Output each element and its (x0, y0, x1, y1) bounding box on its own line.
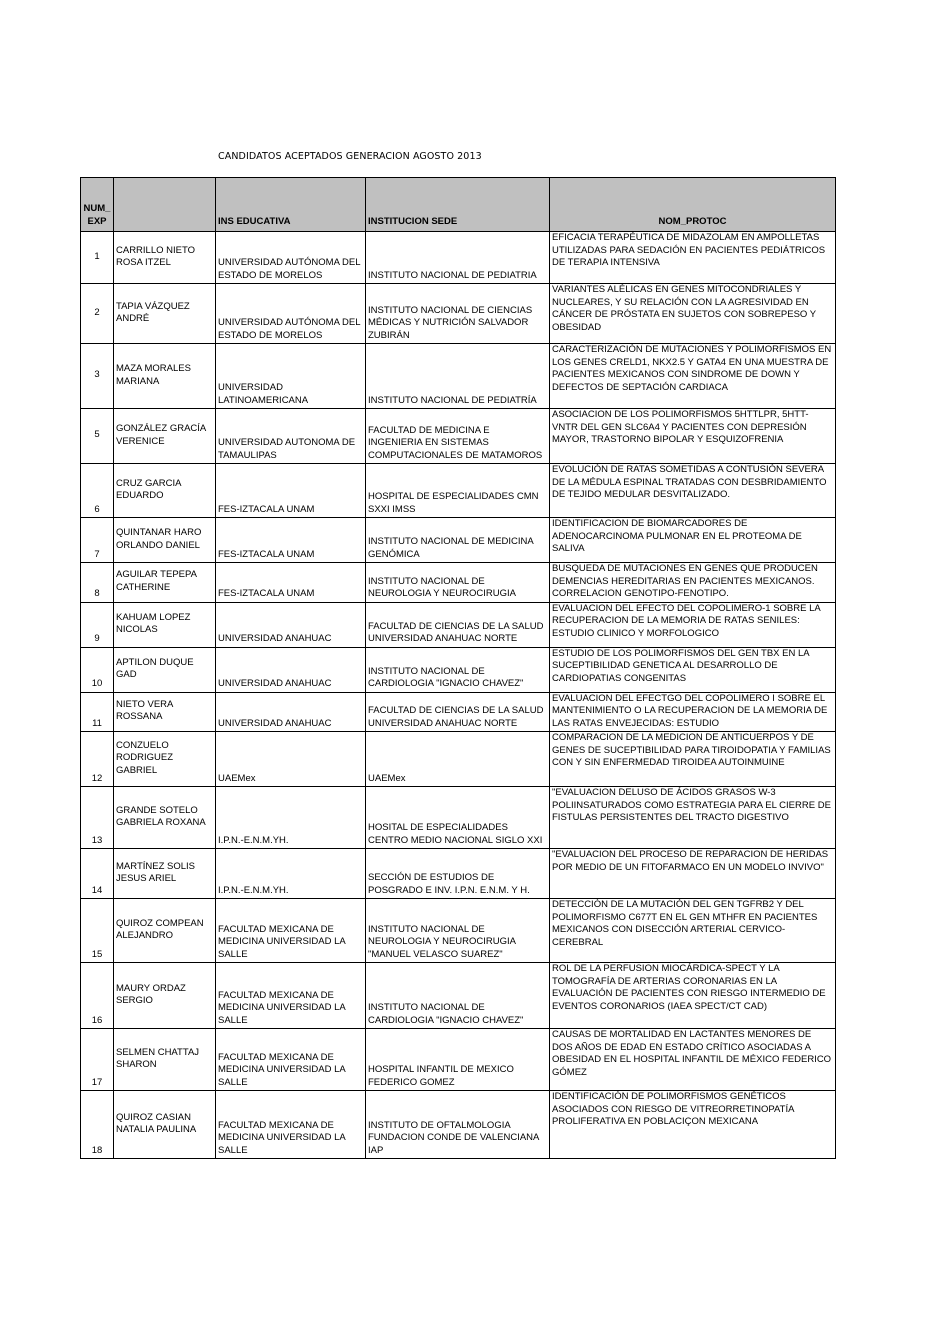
cell-ins-educativa: UNIVERSIDAD ANAHUAC (216, 602, 366, 647)
cell-num-exp: 12 (81, 732, 114, 787)
cell-nom-protoc: BUSQUEDA DE MUTACIONES EN GENES QUE PRODUCEN DEMENCIAS HEREDITARIAS EN PACIENTES MEXICANOS. CORRELACION GENOTIPO-FENOTIPO. (550, 563, 836, 603)
cell-institucion-sede: SECCIÓN DE ESTUDIOS DE POSGRADO E INV. I.P.N. E.N.M. Y H. (366, 849, 550, 899)
table-row (81, 899, 836, 963)
table-row (81, 284, 836, 344)
header-name (114, 178, 216, 232)
cell-ins-educativa: FACULTAD MEXICANA DE MEDICINA UNIVERSIDAD LA SALLE (216, 963, 366, 1029)
cell-institucion-sede: FACULTAD DE CIENCIAS DE LA SALUD UNIVERSIDAD ANAHUAC NORTE (366, 692, 550, 732)
cell-institucion-sede: INSTITUTO NACIONAL DE MEDICINA GENÓMICA (366, 518, 550, 563)
header-ins-educativa: INS EDUCATIVA (216, 178, 366, 232)
cell-institucion-sede: UAEMex (366, 732, 550, 787)
table-row (81, 602, 836, 647)
table-row (81, 409, 836, 464)
cell-nom-protoc: ROL DE LA PERFUSION MIOCÁRDICA-SPECT Y LA TOMOGRAFÍA DE ARTERIAS CORONARIAS EN LA EVALUACIÓN DE PACIENTES CON RIESGO INTERMEDIO DE EVENTOS CORONARIOS (IAEA SPECT/CT CAD) (550, 963, 836, 1029)
cell-num-exp: 9 (81, 602, 114, 647)
candidates-table (80, 177, 836, 1159)
cell-ins-educativa: I.P.N.-E.N.M.YH. (216, 849, 366, 899)
cell-num-exp: 7 (81, 518, 114, 563)
cell-institucion-sede: INSTITUTO NACIONAL DE NEUROLOGIA Y NEUROCIRUGIA (366, 563, 550, 603)
cell-institucion-sede: INSTITUTO NACIONAL DE CIENCIAS MÉDICAS Y NUTRICIÓN SALVADOR ZUBIRÁN (366, 284, 550, 344)
cell-nom-protoc: ASOCIACION DE LOS POLIMORFISMOS 5HTTLPR, 5HTT-VNTR DEL GEN SLC6A4 Y PACIENTES CON DEPRESIÓN MAYOR, TRASTORNO BIPOLAR Y ESQUIZOFRENIA (550, 409, 836, 464)
cell-institucion-sede: INSTITUTO DE OFTALMOLOGIA FUNDACION CONDE DE VALENCIANA IAP (366, 1091, 550, 1159)
table-row (81, 963, 836, 1029)
table-row (81, 1029, 836, 1091)
cell-name: MAURY ORDAZ SERGIO (114, 963, 216, 1029)
cell-num-exp: 15 (81, 899, 114, 963)
cell-institucion-sede: INSTITUTO NACIONAL DE CARDIOLOGIA "IGNACIO CHAVEZ" (366, 647, 550, 692)
cell-ins-educativa: UNIVERSIDAD ANAHUAC (216, 647, 366, 692)
cell-name: CARRILLO NIETO ROSA ITZEL (114, 232, 216, 284)
cell-nom-protoc: IDENTIFICACION DE BIOMARCADORES DE ADENOCARCINOMA PULMONAR EN EL PROTEOMA DE SALIVA (550, 518, 836, 563)
cell-name: TAPIA VÁZQUEZ ANDRÉ (114, 284, 216, 344)
cell-num-exp: 2 (81, 284, 114, 344)
cell-institucion-sede: HOSPITAL INFANTIL DE MEXICO FEDERICO GOMEZ (366, 1029, 550, 1091)
cell-num-exp: 14 (81, 849, 114, 899)
table-row (81, 787, 836, 849)
cell-ins-educativa: UNIVERSIDAD AUTONOMA DE TAMAULIPAS (216, 409, 366, 464)
document-title: CANDIDATOS ACEPTADOS GENERACION AGOSTO 2013 (218, 151, 482, 162)
cell-nom-protoc: IDENTIFICACIÓN DE POLIMORFISMOS GENÉTICOS ASOCIADOS CON RIESGO DE VITREORRETINOPATÍA PROLIFERATIVA EN POBLACIÇON MEXICANA (550, 1091, 836, 1159)
cell-nom-protoc: VARIANTES ALÉLICAS EN GENES MITOCONDRIALES Y NUCLEARES, Y SU RELACIÓN CON LA AGRESIVIDAD EN CÁNCER DE PRÓSTATA EN SUJETOS CON SOBREPESO Y OBESIDAD (550, 284, 836, 344)
cell-ins-educativa: FACULTAD MEXICANA DE MEDICINA UNIVERSIDAD LA SALLE (216, 899, 366, 963)
cell-nom-protoc: EFICACIA TERAPÉUTICA DE MIDAZOLAM EN AMPOLLETAS UTILIZADAS PARA SEDACIÓN EN PACIENTES PEDIÁTRICOS DE TERAPIA INTENSIVA (550, 232, 836, 284)
table-row (81, 849, 836, 899)
cell-name: MAZA MORALES MARIANA (114, 344, 216, 409)
cell-name: NIETO VERA ROSSANA (114, 692, 216, 732)
cell-ins-educativa: FES-IZTACALA UNAM (216, 518, 366, 563)
cell-nom-protoc: DETECCIÓN DE LA MUTACIÓN DEL GEN TGFRB2 Y DEL POLIMORFISMO C677T EN EL GEN MTHFR EN PACIENTES MEXICANOS CON DISECCIÓN ARTERIAL CERVICO-CEREBRAL (550, 899, 836, 963)
header-nom-protoc: NOM_PROTOC (550, 178, 836, 232)
cell-name: QUIROZ COMPEAN ALEJANDRO (114, 899, 216, 963)
cell-nom-protoc: CAUSAS DE MORTALIDAD EN LACTANTES MENORES DE DOS AÑOS DE EDAD EN ESTADO CRÍTICO ASOCIADAS A OBESIDAD EN EL HOSPITAL INFANTIL DE MÉXICO FEDERICO GÓMEZ (550, 1029, 836, 1091)
cell-num-exp: 17 (81, 1029, 114, 1091)
cell-name: AGUILAR TEPEPA CATHERINE (114, 563, 216, 603)
cell-nom-protoc: COMPARACION DE LA MEDICION DE ANTICUERPOS Y DE GENES DE SUCEPTIBILIDAD PARA TIROIDOPATIA Y FAMILIAS CON Y SIN ENFERMEDAD TIROIDEA AUTOINMUINE (550, 732, 836, 787)
cell-institucion-sede: FACULTAD DE CIENCIAS DE LA SALUD UNIVERSIDAD ANAHUAC NORTE (366, 602, 550, 647)
header-row (81, 178, 836, 232)
cell-nom-protoc: CARACTERIZACIÓN DE MUTACIONES Y POLIMORFISMOS EN LOS GENES CRELD1, NKX2.5 Y GATA4 EN UNA MUESTRA DE PACIENTES MEXICANOS CON SINDROME DE DOWN Y DEFECTOS DE SEPTACIÓN CARDIACA (550, 344, 836, 409)
cell-institucion-sede: INSTITUTO NACIONAL DE PEDIATRÍA (366, 344, 550, 409)
cell-num-exp: 1 (81, 232, 114, 284)
cell-nom-protoc: EVALUACION DEL EFECTGO DEL COPOLIMERO I SOBRE EL MANTENIMIENTO O LA RECUPERACION DE LA MEMORIA DE LAS RATAS ENVEJECIDAS: ESTUDIO (550, 692, 836, 732)
cell-ins-educativa: FACULTAD MEXICANA DE MEDICINA UNIVERSIDAD LA SALLE (216, 1091, 366, 1159)
cell-institucion-sede: INSTITUTO NACIONAL DE NEUROLOGIA Y NEUROCIRUGIA "MANUEL VELASCO SUAREZ" (366, 899, 550, 963)
cell-nom-protoc: "EVALUACION DELUSO DE ÁCIDOS GRASOS W-3 POLIINSATURADOS COMO ESTRATEGIA PARA EL CIERRE DE FISTULAS PERSISTENTES DEL TRACTO DIGESTIVO (550, 787, 836, 849)
cell-num-exp: 6 (81, 464, 114, 518)
table-row (81, 692, 836, 732)
cell-name: KAHUAM LOPEZ NICOLAS (114, 602, 216, 647)
cell-num-exp: 8 (81, 563, 114, 603)
cell-ins-educativa: I.P.N.-E.N.M.YH. (216, 787, 366, 849)
cell-num-exp: 13 (81, 787, 114, 849)
cell-nom-protoc: EVOLUCIÓN DE RATAS SOMETIDAS A CONTUSIÓN SEVERA DE LA MÉDULA ESPINAL TRATADAS CON DESBRIDAMIENTO DE TEJIDO MEDULAR DESVITALIZADO. (550, 464, 836, 518)
cell-name: MARTÍNEZ SOLIS JESUS ARIEL (114, 849, 216, 899)
cell-num-exp: 16 (81, 963, 114, 1029)
cell-num-exp: 18 (81, 1091, 114, 1159)
table-row (81, 647, 836, 692)
cell-ins-educativa: UNIVERSIDAD LATINOAMERICANA (216, 344, 366, 409)
table-row (81, 732, 836, 787)
cell-num-exp: 3 (81, 344, 114, 409)
cell-num-exp: 11 (81, 692, 114, 732)
table-row (81, 232, 836, 284)
cell-name: CONZUELO RODRIGUEZ GABRIEL (114, 732, 216, 787)
cell-name: GRANDE SOTELO GABRIELA ROXANA (114, 787, 216, 849)
header-num-exp: NUM_ EXP (81, 178, 114, 232)
cell-institucion-sede: INSTITUTO NACIONAL DE PEDIATRIA (366, 232, 550, 284)
cell-ins-educativa: FES-IZTACALA UNAM (216, 563, 366, 603)
cell-num-exp: 5 (81, 409, 114, 464)
cell-name: GONZÁLEZ GRACÍA VERENICE (114, 409, 216, 464)
table-row (81, 518, 836, 563)
table-row (81, 344, 836, 409)
cell-name: APTILON DUQUE GAD (114, 647, 216, 692)
cell-nom-protoc: "EVALUACION DEL PROCESO DE REPARACION DE HERIDAS POR MEDIO DE UN FITOFARMACO EN UN MODELO INVIVO" (550, 849, 836, 899)
cell-name: SELMEN CHATTAJ SHARON (114, 1029, 216, 1091)
cell-ins-educativa: UNIVERSIDAD AUTÓNOMA DEL ESTADO DE MORELOS (216, 284, 366, 344)
cell-nom-protoc: ESTUDIO DE LOS POLIMORFISMOS DEL GEN TBX EN LA SUCEPTIBILIDAD GENETICA AL DESARROLLO DE CARDIOPATIAS CONGENITAS (550, 647, 836, 692)
cell-ins-educativa: FACULTAD MEXICANA DE MEDICINA UNIVERSIDAD LA SALLE (216, 1029, 366, 1091)
table-row (81, 464, 836, 518)
cell-institucion-sede: HOSPITAL DE ESPECIALIDADES CMN SXXI IMSS (366, 464, 550, 518)
cell-name: QUINTANAR HARO ORLANDO DANIEL (114, 518, 216, 563)
header-institucion-sede: INSTITUCION SEDE (366, 178, 550, 232)
cell-institucion-sede: HOSITAL DE ESPECIALIDADES CENTRO MEDIO NACIONAL SIGLO XXI (366, 787, 550, 849)
cell-institucion-sede: FACULTAD DE MEDICINA E INGENIERIA EN SISTEMAS COMPUTACIONALES DE MATAMOROS (366, 409, 550, 464)
cell-ins-educativa: FES-IZTACALA UNAM (216, 464, 366, 518)
cell-num-exp: 10 (81, 647, 114, 692)
cell-nom-protoc: EVALUACION DEL EFECTO DEL COPOLIMERO-1 SOBRE LA RECUPERACION DE LA MEMORIA DE RATAS SENILES: ESTUDIO CLINICO Y MORFOLOGICO (550, 602, 836, 647)
cell-ins-educativa: UNIVERSIDAD AUTÓNOMA DEL ESTADO DE MORELOS (216, 232, 366, 284)
cell-ins-educativa: UAEMex (216, 732, 366, 787)
cell-ins-educativa: UNIVERSIDAD ANAHUAC (216, 692, 366, 732)
cell-name: CRUZ GARCIA EDUARDO (114, 464, 216, 518)
cell-institucion-sede: INSTITUTO NACIONAL DE CARDIOLOGIA "IGNACIO CHAVEZ" (366, 963, 550, 1029)
cell-name: QUIROZ CASIAN NATALIA PAULINA (114, 1091, 216, 1159)
table-row (81, 1091, 836, 1159)
table-row (81, 563, 836, 603)
